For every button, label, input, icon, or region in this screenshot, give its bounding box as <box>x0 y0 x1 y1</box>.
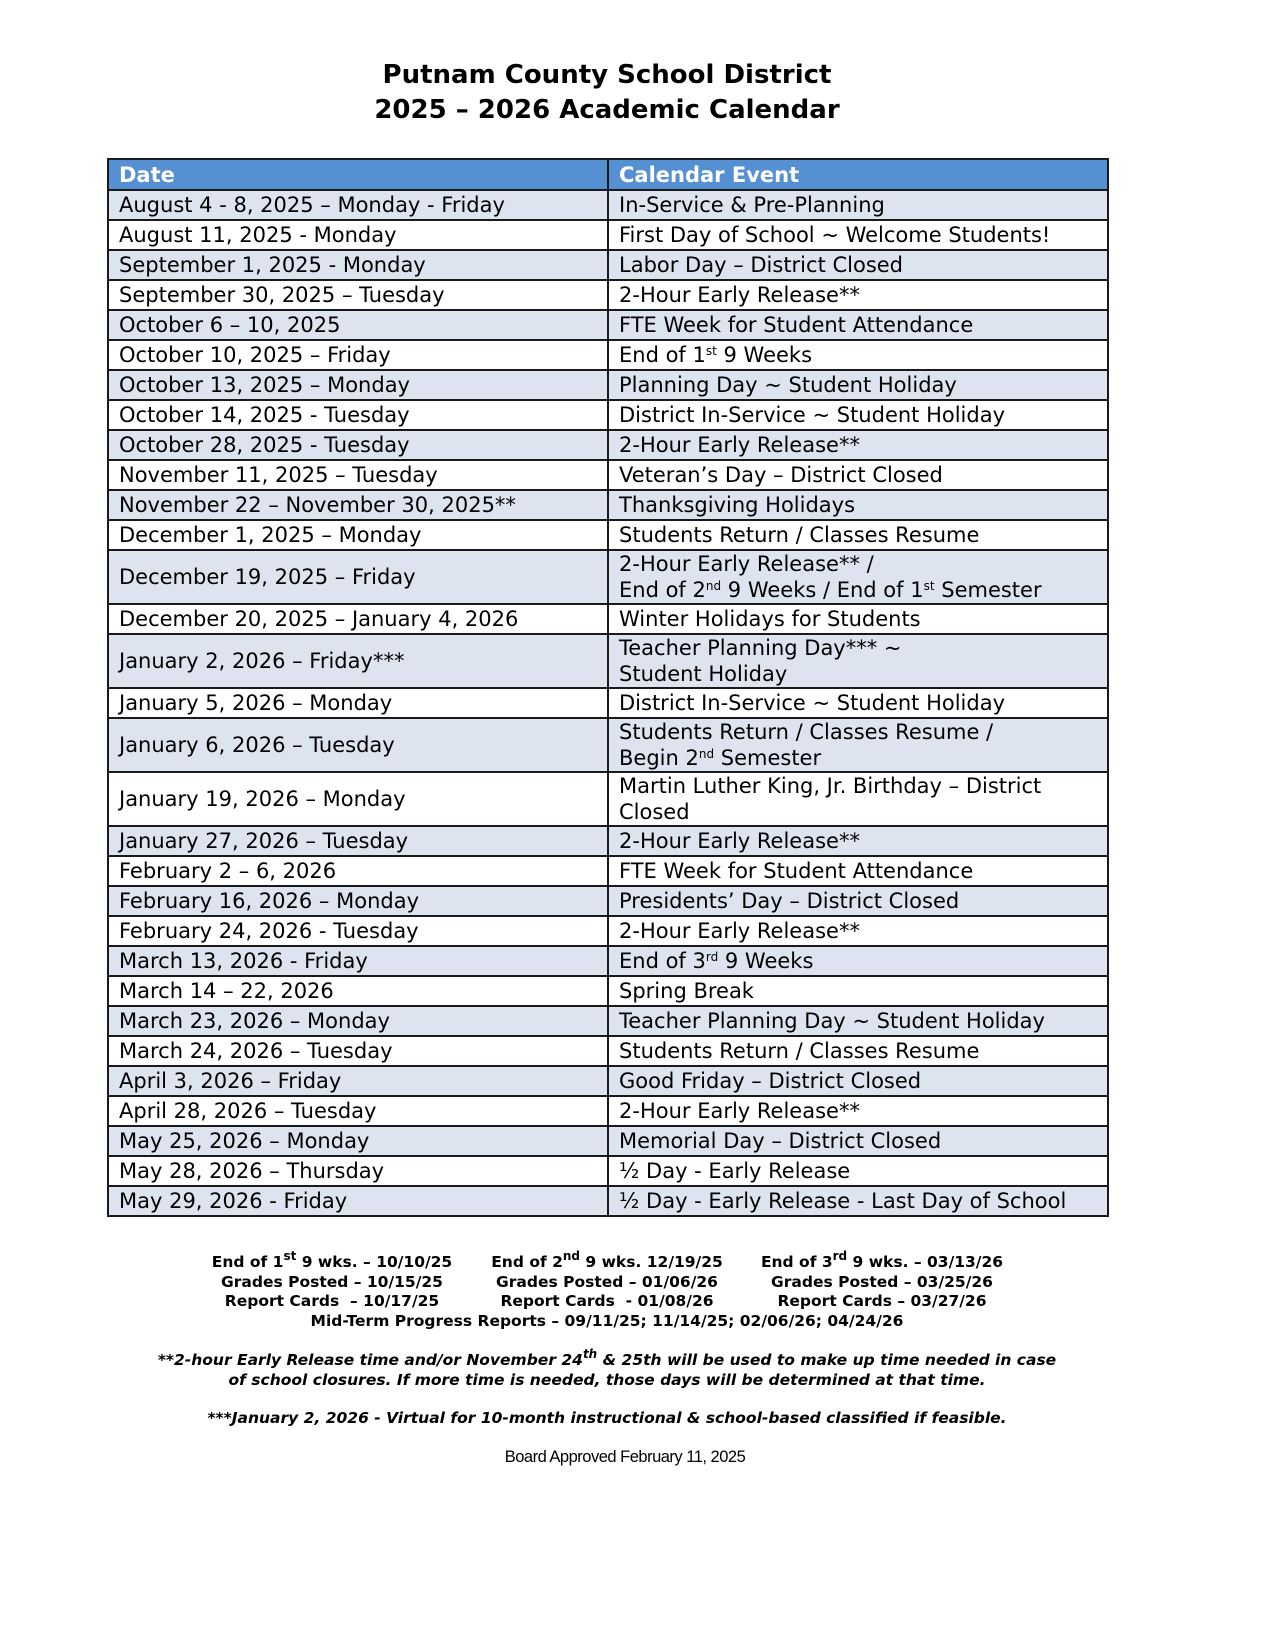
date-cell: May 29, 2026 - Friday <box>108 1186 608 1216</box>
event-cell: 2-Hour Early Release** <box>608 430 1108 460</box>
date-cell: February 2 – 6, 2026 <box>108 856 608 886</box>
date-cell: May 28, 2026 – Thursday <box>108 1156 608 1186</box>
table-row <box>108 220 1108 250</box>
table-row <box>108 430 1108 460</box>
event-cell: Thanksgiving Holidays <box>608 490 1108 520</box>
date-cell: October 10, 2025 – Friday <box>108 340 608 370</box>
table-row <box>108 1126 1108 1156</box>
event-cell: Memorial Day – District Closed <box>608 1126 1108 1156</box>
event-cell: District In-Service ~ Student Holiday <box>608 400 1108 430</box>
calendar-title: 2025 – 2026 Academic Calendar <box>374 95 840 125</box>
report-cards-row <box>0 1292 1214 1312</box>
event-cell: Students Return / Classes Resume / Begin 2nd Semester <box>608 718 1108 772</box>
event-cell: Martin Luther King, Jr. Birthday – District Closed <box>608 772 1108 826</box>
date-cell: April 28, 2026 – Tuesday <box>108 1096 608 1126</box>
event-cell: 2-Hour Early Release** <box>608 916 1108 946</box>
date-cell: February 16, 2026 – Monday <box>108 886 608 916</box>
table-row <box>108 1066 1108 1096</box>
table-row <box>108 520 1108 550</box>
event-cell: 2-Hour Early Release** <box>608 280 1108 310</box>
event-cell: Presidents’ Day – District Closed <box>608 886 1108 916</box>
table-row <box>108 550 1108 604</box>
event-cell: District In-Service ~ Student Holiday <box>608 688 1108 718</box>
event-cell: Good Friday – District Closed <box>608 1066 1108 1096</box>
board-approval-text: Board Approved February 11, 2025 <box>504 1448 746 1466</box>
event-cell: ½ Day - Early Release - Last Day of School <box>608 1186 1108 1216</box>
date-cell: December 1, 2025 – Monday <box>108 520 608 550</box>
table-row <box>108 460 1108 490</box>
table-row <box>108 1036 1108 1066</box>
event-cell: Teacher Planning Day ~ Student Holiday <box>608 1006 1108 1036</box>
table-row <box>108 826 1108 856</box>
report-cards-1: Report Cards – 10/17/25 <box>224 1292 440 1310</box>
table-row <box>108 976 1108 1006</box>
end-1st-nine-weeks: End of 1st 9 wks. – 10/10/25 <box>211 1249 453 1271</box>
date-cell: August 11, 2025 - Monday <box>108 220 608 250</box>
event-cell: Students Return / Classes Resume <box>608 520 1108 550</box>
report-cards-2: Report Cards - 01/08/26 <box>500 1292 714 1310</box>
grades-posted-3: Grades Posted – 03/25/26 <box>771 1272 993 1291</box>
end-3rd-nine-weeks: End of 3rd 9 wks. – 03/13/26 <box>760 1249 1004 1271</box>
midterm-progress-reports: Mid-Term Progress Reports – 09/11/25; 11/14/25; 02/06/26; 04/24/26 <box>310 1311 904 1330</box>
date-cell: October 13, 2025 – Monday <box>108 370 608 400</box>
table-row <box>108 916 1108 946</box>
table-row <box>108 1156 1108 1186</box>
date-cell: September 30, 2025 – Tuesday <box>108 280 608 310</box>
column-header-date: Date <box>108 159 608 190</box>
event-cell: Students Return / Classes Resume <box>608 1036 1108 1066</box>
event-cell: Planning Day ~ Student Holiday <box>608 370 1108 400</box>
end-of-period-row <box>0 1249 1214 1273</box>
date-cell: December 20, 2025 – January 4, 2026 <box>108 604 608 634</box>
date-cell: January 27, 2026 – Tuesday <box>108 826 608 856</box>
table-row <box>108 634 1108 688</box>
date-cell: November 11, 2025 – Tuesday <box>108 460 608 490</box>
table-row <box>108 340 1108 370</box>
january-virtual-footnote: ***January 2, 2026 - Virtual for 10-month instructional & school-based classified if feasible. <box>207 1409 1007 1427</box>
report-cards-3: Report Cards – 03/27/26 <box>777 1292 987 1310</box>
calendar-table-body <box>108 190 1108 1216</box>
date-cell: January 19, 2026 – Monday <box>108 772 608 826</box>
event-cell: Labor Day – District Closed <box>608 250 1108 280</box>
date-cell: March 14 – 22, 2026 <box>108 976 608 1006</box>
date-cell: May 25, 2026 – Monday <box>108 1126 608 1156</box>
date-cell: April 3, 2026 – Friday <box>108 1066 608 1096</box>
date-cell: August 4 - 8, 2025 – Monday - Friday <box>108 190 608 220</box>
early-release-footnote: **2-hour Early Release time and/or November 24th & 25th will be used to make up time needed in case of school closures. If more time is needed, those days will be determined at that time. <box>157 1347 1057 1389</box>
table-row <box>108 400 1108 430</box>
date-cell: October 14, 2025 - Tuesday <box>108 400 608 430</box>
table-row <box>108 856 1108 886</box>
event-cell: 2-Hour Early Release** <box>608 1096 1108 1126</box>
event-cell: Spring Break <box>608 976 1108 1006</box>
event-cell: FTE Week for Student Attendance <box>608 310 1108 340</box>
table-row <box>108 370 1108 400</box>
date-cell: December 19, 2025 – Friday <box>108 550 608 604</box>
table-row <box>108 946 1108 976</box>
date-cell: January 6, 2026 – Tuesday <box>108 718 608 772</box>
event-cell: Winter Holidays for Students <box>608 604 1108 634</box>
table-row <box>108 250 1108 280</box>
event-cell: ½ Day - Early Release <box>608 1156 1108 1186</box>
grades-posted-2: Grades Posted – 01/06/26 <box>496 1272 718 1291</box>
event-cell: Teacher Planning Day*** ~ Student Holiday <box>608 634 1108 688</box>
grading-period-summary <box>0 1249 1214 1331</box>
table-row <box>108 310 1108 340</box>
date-cell: November 22 – November 30, 2025** <box>108 490 608 520</box>
table-row <box>108 604 1108 634</box>
event-cell: End of 1st 9 Weeks <box>608 340 1108 370</box>
date-cell: October 28, 2025 - Tuesday <box>108 430 608 460</box>
date-cell: March 23, 2026 – Monday <box>108 1006 608 1036</box>
event-cell: First Day of School ~ Welcome Students! <box>608 220 1108 250</box>
table-header-row <box>108 159 1108 190</box>
event-cell: In-Service & Pre-Planning <box>608 190 1108 220</box>
table-row <box>108 1186 1108 1216</box>
calendar-table <box>107 158 1109 1217</box>
date-cell: September 1, 2025 - Monday <box>108 250 608 280</box>
column-header-event: Calendar Event <box>608 159 1108 190</box>
date-cell: January 2, 2026 – Friday*** <box>108 634 608 688</box>
date-cell: January 5, 2026 – Monday <box>108 688 608 718</box>
date-cell: March 24, 2026 – Tuesday <box>108 1036 608 1066</box>
table-row <box>108 280 1108 310</box>
document-title <box>0 58 1214 128</box>
table-row <box>108 1096 1108 1126</box>
end-2nd-nine-weeks: End of 2nd 9 wks. 12/19/25 <box>491 1249 723 1271</box>
table-row <box>108 886 1108 916</box>
table-row <box>108 490 1108 520</box>
table-row <box>108 190 1108 220</box>
event-cell: Veteran’s Day – District Closed <box>608 460 1108 490</box>
date-cell: March 13, 2026 - Friday <box>108 946 608 976</box>
grades-posted-1: Grades Posted – 10/15/25 <box>221 1272 443 1291</box>
district-name: Putnam County School District <box>382 60 832 90</box>
table-row <box>108 1006 1108 1036</box>
grades-posted-row <box>0 1273 1214 1293</box>
event-cell: 2-Hour Early Release** <box>608 826 1108 856</box>
table-row <box>108 772 1108 826</box>
event-cell: 2-Hour Early Release** / End of 2nd 9 Weeks / End of 1st Semester <box>608 550 1108 604</box>
date-cell: February 24, 2026 - Tuesday <box>108 916 608 946</box>
event-cell: End of 3rd 9 Weeks <box>608 946 1108 976</box>
table-row <box>108 688 1108 718</box>
table-row <box>108 718 1108 772</box>
date-cell: October 6 – 10, 2025 <box>108 310 608 340</box>
event-cell: FTE Week for Student Attendance <box>608 856 1108 886</box>
